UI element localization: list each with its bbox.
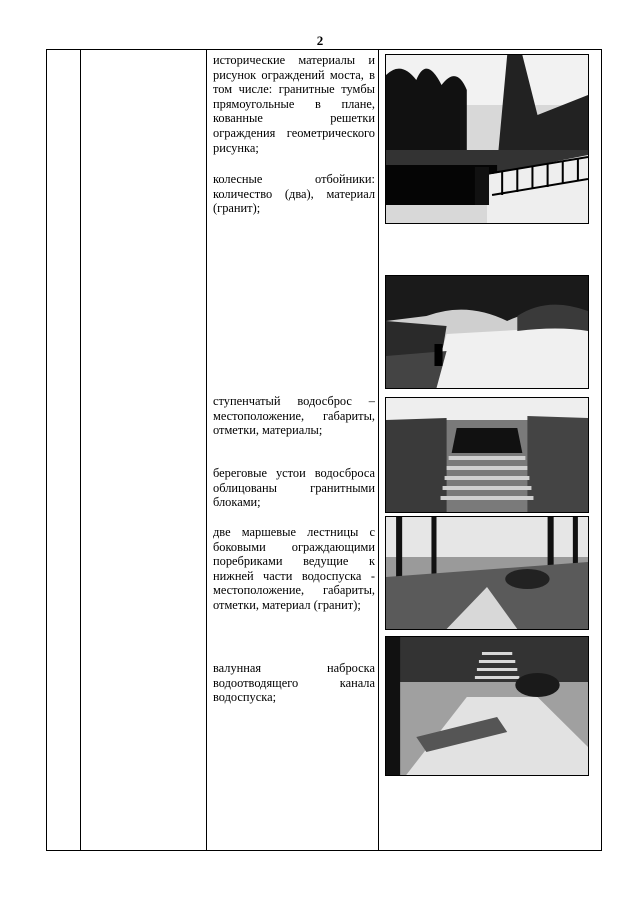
table-border-left bbox=[46, 49, 47, 851]
table-column-divider-1 bbox=[80, 49, 81, 851]
table-border-right bbox=[601, 49, 602, 851]
description-item-2: колесные отбойники: количество (два), материал (гранит); bbox=[213, 172, 375, 216]
description-item-1: исторические материалы и рисунок ограждений моста, в том числе: гранитные тумбы прямоугольные в плане, кованные решетки ограждения геометрического рисунка; bbox=[213, 53, 375, 155]
description-item-6: валунная наброска водоотводящего канала водоспуска; bbox=[213, 661, 375, 705]
table-border-top bbox=[46, 49, 602, 50]
page-number: 2 bbox=[316, 33, 324, 48]
table-column-divider-3 bbox=[378, 49, 379, 851]
description-item-5: две маршевые лестницы с боковыми ограждающими поребриками ведущие к нижней части водоспуска - местоположение, габариты, отметки, материал (гранит); bbox=[213, 525, 375, 612]
photo-river-bank bbox=[385, 275, 589, 389]
table-column-divider-2 bbox=[206, 49, 207, 851]
photo-boulder-channel bbox=[385, 636, 589, 776]
description-item-3: ступенчатый водосброс – местоположение, габариты, отметки, материалы; bbox=[213, 394, 375, 438]
photo-staircases bbox=[385, 516, 589, 630]
description-item-4: береговые устои водосброса облицованы гранитными блоками; bbox=[213, 466, 375, 510]
photo-stepped-spillway bbox=[385, 397, 589, 513]
table-border-bottom bbox=[46, 850, 602, 851]
photo-bridge-railing bbox=[385, 54, 589, 224]
